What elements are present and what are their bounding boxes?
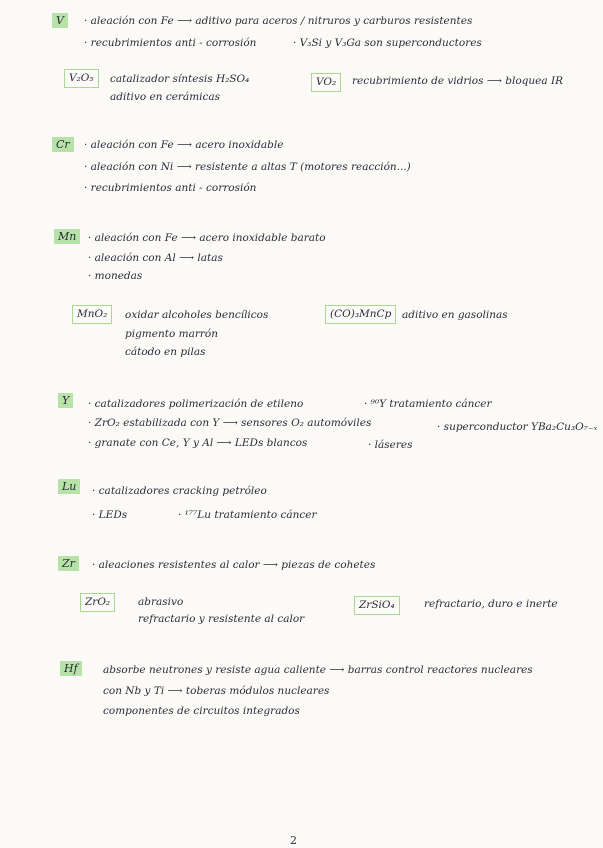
lu-line-2: · LEDs	[92, 509, 128, 521]
element-label-lu: Lu	[58, 479, 80, 494]
y-line-3b: · láseres	[368, 439, 413, 451]
hf-line-1: absorbe neutrones y resiste agua caliente ⟶ barras control reactores nucleares	[103, 664, 533, 676]
y-line-2b: · superconductor YBa₂Cu₃O₇₋ₓ	[437, 421, 598, 433]
v-line-2: · recubrimientos anti - corrosión	[84, 37, 257, 49]
cr-line-1: · aleación con Fe ⟶ acero inoxidable	[84, 139, 284, 151]
mn-line-2: · aleación con Al ⟶ latas	[88, 252, 223, 264]
mn-compound-box-2: (CO)₃MnCp	[325, 305, 396, 324]
element-label-v: V	[52, 13, 68, 28]
y-line-2: · ZrO₂ estabilizada con Y ⟶ sensores O₂ automóviles	[88, 417, 372, 429]
element-label-zr: Zr	[58, 556, 79, 571]
mn-compound-2-use: aditivo en gasolinas	[402, 309, 508, 321]
element-label-hf: Hf	[60, 661, 82, 676]
zr-compound-box-1: ZrO₂	[80, 593, 115, 612]
v-compound-box-2: VO₂	[311, 73, 341, 92]
mn-line-1: · aleación con Fe ⟶ acero inoxidable barato	[88, 232, 326, 244]
lu-line-1: · catalizadores cracking petróleo	[92, 485, 267, 497]
y-line-3: · granate con Ce, Y y Al ⟶ LEDs blancos	[88, 437, 308, 449]
v-compound-box-1: V₂O₅	[64, 69, 99, 88]
v-compound-1-use-2: aditivo en cerámicas	[110, 91, 221, 103]
mn-compound-box-1: MnO₂	[72, 305, 112, 324]
zr-compound-1-use-2: refractario y resistente al calor	[138, 613, 305, 625]
mn-compound-1-use-3: cátodo en pilas	[125, 346, 206, 358]
mn-line-3: · monedas	[88, 270, 143, 282]
page-number: 2	[290, 834, 297, 847]
zr-compound-2-use: refractario, duro e inerte	[424, 598, 558, 610]
zr-compound-1-use-1: abrasivo	[138, 596, 184, 608]
zr-line-1: · aleaciones resistentes al calor ⟶ piezas de cohetes	[92, 559, 376, 571]
v-compound-1-use-1: catalizador síntesis H₂SO₄	[110, 73, 250, 85]
element-label-cr: Cr	[52, 137, 74, 152]
y-line-1b: · ⁹⁰Y tratamiento cáncer	[364, 398, 492, 410]
v-line-2b: · V₃Si y V₃Ga son superconductores	[293, 37, 482, 49]
cr-line-3: · recubrimientos anti - corrosión	[84, 182, 257, 194]
lu-line-2b: · ¹⁷⁷Lu tratamiento cáncer	[178, 509, 317, 521]
y-line-1: · catalizadores polimerización de etileno	[88, 398, 304, 410]
element-label-y: Y	[58, 393, 73, 408]
cr-line-2: · aleación con Ni ⟶ resistente a altas T (motores reacción...)	[84, 161, 411, 173]
hf-line-2: con Nb y Ti ⟶ toberas módulos nucleares	[103, 685, 330, 697]
element-label-mn: Mn	[54, 229, 80, 244]
mn-compound-1-use-2: pigmento marrón	[125, 328, 218, 340]
v-compound-2-use: recubrimiento de vidrios ⟶ bloquea IR	[352, 75, 563, 87]
v-line-1: · aleación con Fe ⟶ aditivo para aceros / nitruros y carburos resistentes	[84, 15, 473, 27]
mn-compound-1-use-1: oxidar alcoholes bencílicos	[125, 309, 269, 321]
hf-line-3: componentes de circuitos integrados	[103, 705, 300, 717]
zr-compound-box-2: ZrSiO₄	[354, 596, 400, 615]
